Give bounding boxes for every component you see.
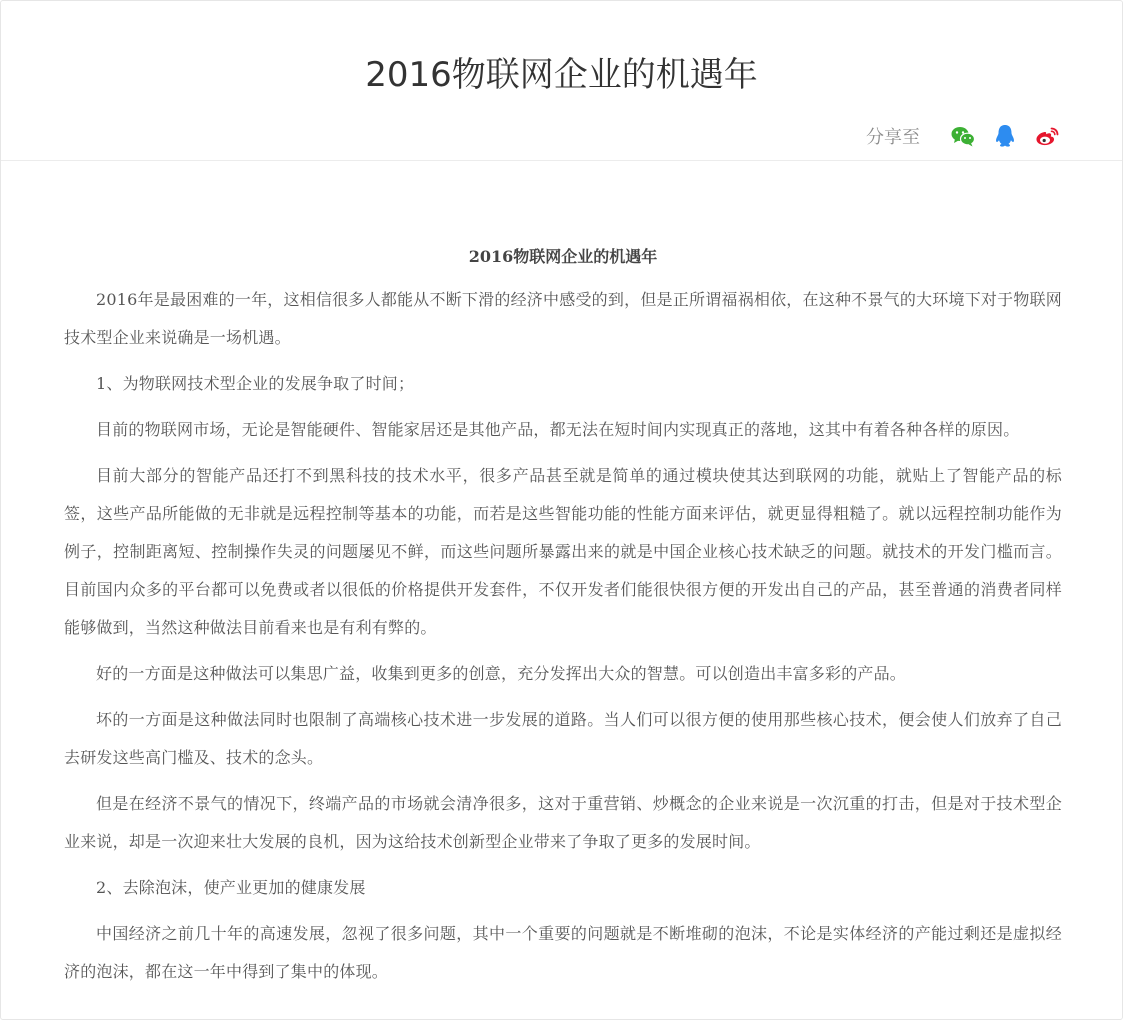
paragraph: 坏的一方面是这种做法同时也限制了高端核心技术进一步发展的道路。当人们可以很方便的使用那些核心技术，便会使人们放弃了自己去研发这些高门槛及、技术的念头。: [64, 710, 1062, 767]
paragraph: 2016年是最困难的一年，这相信很多人都能从不断下滑的经济中感受的到，但是正所谓福祸相依，在这种不景气的大环境下对于物联网技术型企业来说确是一场机遇。: [64, 290, 1062, 347]
paragraph: 1、为物联网技术型企业的发展争取了时间；: [96, 374, 415, 393]
paragraph: 中国经济之前几十年的高速发展，忽视了很多问题，其中一个重要的问题就是不断堆砌的泡沫，不论是实体经济的产能过剩还是虚拟经济的泡沫，都在这一年中得到了集中的体现。: [64, 924, 1062, 981]
qq-icon[interactable]: [992, 123, 1018, 149]
article-title: 2016物联网企业的机遇年: [468, 247, 658, 266]
article-header: [1, 1, 1122, 161]
paragraph: 好的一方面是这种做法可以集思广益，收集到更多的创意，充分发挥出大众的智慧。可以创造出丰富多彩的产品。: [96, 664, 907, 683]
wechat-icon[interactable]: [950, 123, 976, 149]
weibo-icon[interactable]: [1034, 123, 1060, 149]
article-body: [64, 239, 1062, 999]
paragraph: 但是在经济不景气的情况下，终端产品的市场就会清净很多，这对于重营销、炒概念的企业来说是一次沉重的打击，但是对于技术型企业来说，却是一次迎来壮大发展的良机，因为这给技术创新型企业带来了争取了更多的发展时间。: [64, 794, 1062, 851]
share-label: 分享至: [866, 127, 920, 148]
share-bar: [866, 121, 1060, 151]
paragraph: 2、去除泡沫，使产业更加的健康发展: [96, 878, 366, 897]
page-title: 2016物联网企业的机遇年: [365, 55, 758, 95]
paragraph: 目前的物联网市场，无论是智能硬件、智能家居还是其他产品，都无法在短时间内实现真正的落地，这其中有着各种各样的原因。: [96, 420, 1020, 439]
paragraph: 目前大部分的智能产品还打不到黑科技的技术水平，很多产品甚至就是简单的通过模块使其达到联网的功能，就贴上了智能产品的标签，这些产品所能做的无非就是远程控制等基本的功能，而若是这些智能功能的性能方面来评估，就更显得粗糙了。就以远程控制功能作为例子，控制距离短、控制操作失灵的问题屡见不鲜，而这些问题所暴露出来的就是中国企业核心技术缺乏的问题。就技术的开发门槛而言。目前国内众多的平台都可以免费或者以很低的价格提供开发套件，不仅开发者们能很快很方便的开发出自己的产品，甚至普通的消费者同样能够做到，当然这种做法目前看来也是有利有弊的。: [64, 466, 1062, 637]
